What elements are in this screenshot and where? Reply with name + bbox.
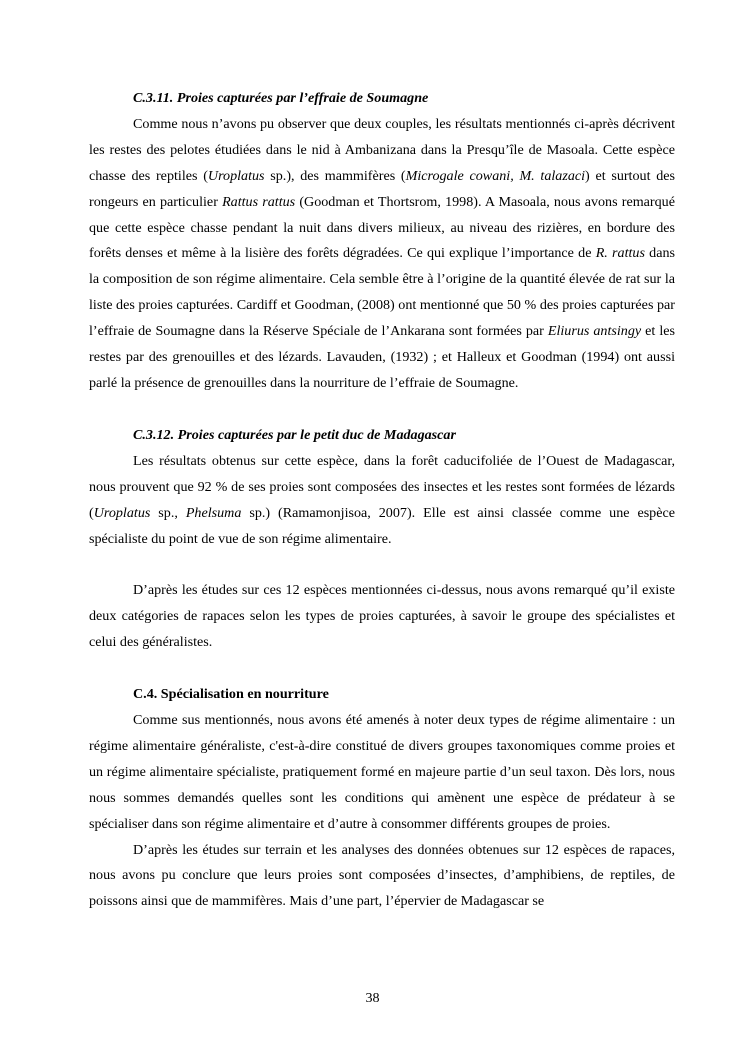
section-spacer [89,397,675,423]
text-run: et les restes par des grenouilles et des lézards. Lavauden, (1932) ; et Halleux et Goodman (1994) ont aussi parlé la présence de grenouilles dans la nourriture de l’effraie de Soumagne. [89,323,675,391]
section-heading-c312: C.3.12. Proies capturées par le petit duc de Madagascar [133,426,456,443]
section-heading-c4: C.4. Spécialisation en nourriture [133,686,329,703]
paragraph-field-studies: D’après les études sur terrain et les analyses des données obtenues sur 12 espèces de rapaces, nous avons pu conclure que leurs proies sont composées d’insectes, d’amphibiens, de reptiles, de poissons ainsi que de mammifères. Mais d’une part, l’épervier de Madagascar se [89,841,675,910]
paragraph-petit-duc [89,449,675,553]
text-run: sp., [150,504,186,521]
species-name: Uroplatus [207,167,265,184]
text-run: (Goodman et Thortsrom, 1998). A Masoala, nous avons remarqué que cette espèce chasse pendant la nuit dans divers milieux, au niveau des rizières, en bordure des forêts denses et même à la lisière des forêts dégradées. Ce qui explique l’importance de [89,193,675,262]
section-heading-c311: C.3.11. Proies capturées par l’effraie de Soumagne [133,90,429,106]
page-number: 38 [365,990,380,1006]
species-name: Microgale cowani, M. talazaci [405,167,586,184]
text-run: sp.) (Ramamonjisoa, 2007). Elle est ainsi classée comme une espèce spécialiste du point de vue de son régime alimentaire. [89,504,675,547]
species-name: Eliurus antsingy [547,323,642,340]
document-body [89,86,675,915]
text-run: Comme nous n’avons pu observer que deux couples, les résultats mentionnés ci-après décrivent les restes des pelotes étudiées dans le nid à Ambanizana dans la Presqu’île de Masoala. Cette espèce chasse des reptiles ( [89,115,675,184]
section-spacer [89,552,675,578]
text-run: ) et surtout des rongeurs en particulier [89,167,675,210]
species-name: Rattus rattus [222,193,296,210]
paragraph-specialisation: Comme sus mentionnés, nous avons été amenés à noter deux types de régime alimentaire : un régime alimentaire généraliste, c'est-à-dire constitué de divers groupes taxonomiques comme proies et un régime alimentaire spécialiste, pratiquement formé en majeure partie d’un seul taxon. Dès lors, nous nous sommes demandés quelles sont les conditions qui amènent une espèce de prédateur à se spécialiser dans son régime alimentaire et d’autre à consommer différents groupes de proies. [89,712,675,832]
text-run: dans la composition de son régime alimentaire. Cela semble être à l’origine de la quantité élevée de rat sur la liste des proies capturées. Cardiff et Goodman, (2008) ont mentionné que 50 % des proies capturées par l’effraie de Soumagne dans la Réserve Spéciale de l’Ankarana sont formées par [89,245,675,340]
text-run: sp.), des mammifères ( [264,167,406,184]
paragraph-summary-categories: D’après les études sur ces 12 espèces mentionnées ci-dessus, nous avons remarqué qu’il existe deux catégories de rapaces selon les types de proies capturées, à savoir le groupe des spécialistes et celui des généralistes. [89,582,675,651]
species-name: R. rattus [595,245,645,262]
paragraph-effraie-soumagne [89,112,675,397]
species-name: Phelsuma [185,504,242,521]
text-run: Les résultats obtenus sur cette espèce, dans la forêt caducifoliée de l’Ouest de Madagascar, nous prouvent que 92 % de ses proies sont composées des insectes et les restes sont formées de lézards ( [89,452,675,521]
section-spacer [89,656,675,682]
species-name: Uroplatus [93,504,151,521]
